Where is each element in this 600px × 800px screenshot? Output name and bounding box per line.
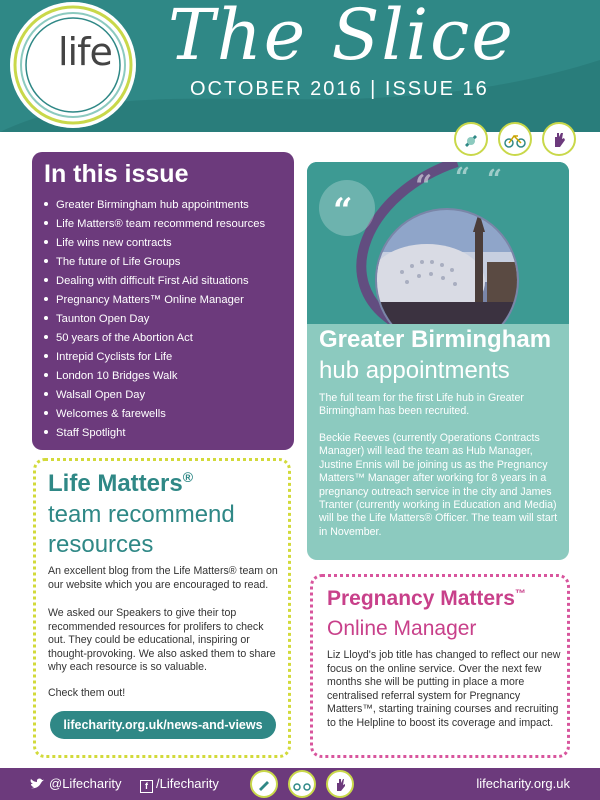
list-item[interactable]: 50 years of the Abortion Act: [42, 329, 265, 348]
life-matters-intro: An excellent blog from the Life Matters® team on our website which you are encouraged to read.: [48, 565, 278, 591]
facebook-icon: f: [140, 780, 153, 793]
list-item[interactable]: Life wins new contracts: [42, 234, 265, 253]
birmingham-subtitle: hub appointments: [319, 357, 510, 384]
logo-text: life: [58, 30, 112, 74]
life-matters-subtitle-2: resources: [48, 531, 154, 558]
life-matters-article: [33, 458, 291, 758]
header-icons: [454, 122, 576, 156]
masthead: [0, 0, 600, 132]
website-link[interactable]: lifecharity.org.uk: [476, 776, 570, 791]
svg-text:“: “: [455, 163, 470, 193]
list-item[interactable]: Pregnancy Matters™ Online Manager: [42, 291, 265, 310]
list-item[interactable]: Walsall Open Day: [42, 386, 265, 405]
list-item[interactable]: Greater Birmingham hub appointments: [42, 196, 265, 215]
life-matters-body: We asked our Speakers to give their top recommended resources for prolifers to check out. They could be educational, inspiring or thought-provoking. We also asked them to share why each resource is so valuable.: [48, 607, 276, 674]
svg-text:“: “: [487, 165, 502, 195]
pregnancy-matters-article: [310, 574, 570, 758]
facebook-handle[interactable]: f /Lifecharity: [140, 776, 219, 793]
list-item[interactable]: Taunton Open Day: [42, 310, 265, 329]
life-matters-title: Life Matters®: [48, 469, 194, 497]
life-matters-cta: Check them out!: [48, 687, 126, 699]
raised-hand-icon: [326, 770, 354, 798]
pregnancy-matters-title: Pregnancy Matters™: [327, 587, 526, 610]
life-logo: [10, 2, 136, 128]
news-and-views-link[interactable]: lifecharity.org.uk/news-and-views: [50, 711, 276, 739]
list-item[interactable]: Staff Spotlight: [42, 424, 265, 443]
list-item[interactable]: The future of Life Groups: [42, 253, 265, 272]
life-matters-subtitle-1: team recommend: [48, 501, 235, 528]
footer-icons: [250, 770, 354, 798]
cyclist-icon: [288, 770, 316, 798]
birmingham-body: Beckie Reeves (currently Operations Contracts Manager) will lead the team as Hub Manager, Justine Ennis will be joining us as the Pregnancy Matters™ Manager after working for 8 years in a pregnancy outreach service in the city and James Tranter (currently working in Education and Media) will be the Life Matters® Officer. The team will start in November.: [319, 432, 558, 538]
twitter-icon: [30, 777, 46, 790]
list-item[interactable]: Dealing with difficult First Aid situations: [42, 272, 265, 291]
twitter-handle[interactable]: @Lifecharity: [30, 776, 121, 791]
contents-list: [42, 196, 265, 443]
birmingham-article: [307, 162, 569, 560]
contents-heading: In this issue: [44, 160, 189, 188]
issue-date: OCTOBER 2016 | ISSUE 16: [190, 78, 489, 100]
birmingham-title: Greater Birmingham: [319, 326, 552, 353]
svg-text:“: “: [333, 191, 353, 231]
list-item[interactable]: Welcomes & farewells: [42, 405, 265, 424]
in-this-issue-panel: [32, 152, 294, 450]
svg-text:“: “: [415, 169, 433, 204]
footer-bar: [0, 768, 600, 800]
pen-hand-icon: [454, 122, 488, 156]
list-item[interactable]: Intrepid Cyclists for Life: [42, 348, 265, 367]
pen-hand-icon: [250, 770, 278, 798]
pregnancy-matters-subtitle: Online Manager: [327, 617, 477, 640]
pregnancy-matters-body: Liz Lloyd's job title has changed to reflect our new focus on the online service. Over the next few months she will be putting in place a more centralised referral system for Pregnancy Matters™, starting training courses and recruiting to the Helpline to boost its coverage and impact.: [327, 649, 561, 729]
birmingham-intro: The full team for the first Life hub in Greater Birmingham has been recruited.: [319, 392, 524, 418]
bullring-photo: [307, 162, 569, 324]
list-item[interactable]: Life Matters® team recommend resources: [42, 215, 265, 234]
raised-hand-icon: [542, 122, 576, 156]
list-item[interactable]: London 10 Bridges Walk: [42, 367, 265, 386]
cyclist-icon: [498, 122, 532, 156]
newsletter-title: The Slice: [168, 0, 515, 76]
